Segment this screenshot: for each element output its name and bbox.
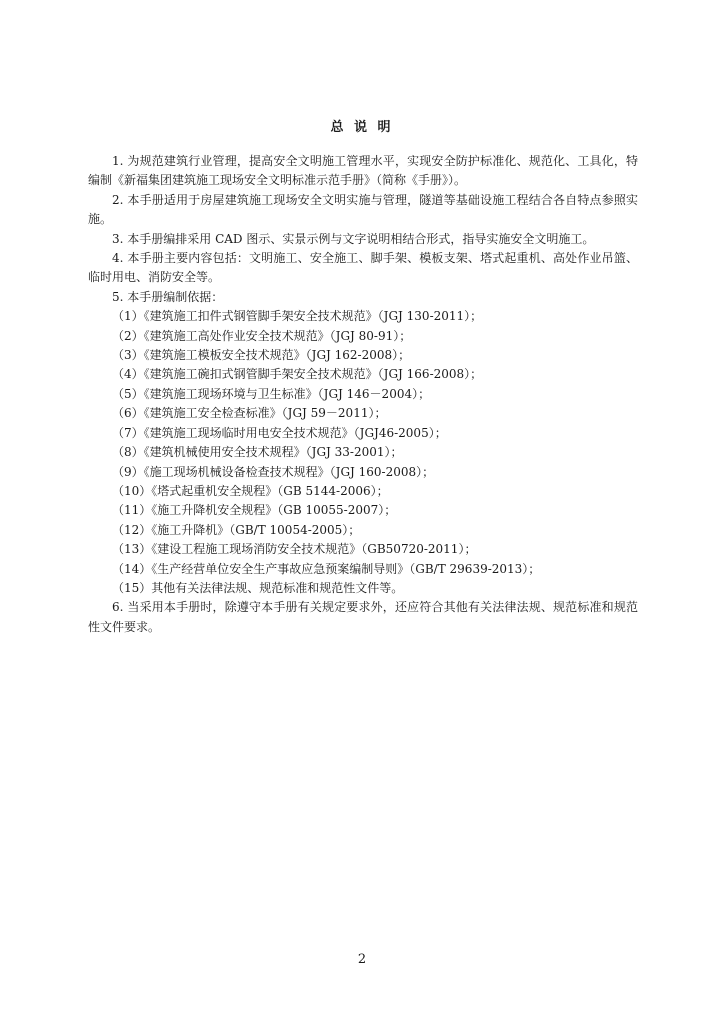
paragraph-6: 6. 当采用本手册时，除遵守本手册有关规定要求外，还应符合其他有关法律法规、规范标准和规范性文件要求。 xyxy=(88,600,638,634)
reference-item: （4）《建筑施工碗扣式钢管脚手架安全技术规范》（JGJ 166-2008）； xyxy=(112,367,483,382)
paragraph-4: 4. 本手册主要内容包括：文明施工、安全施工、脚手架、模板支架、塔式起重机、高处作业吊篮、临时用电、消防安全等。 xyxy=(88,251,638,285)
reference-item: （7）《建筑施工现场临时用电安全技术规范》（JGJ46-2005）； xyxy=(112,425,447,440)
paragraph-1: 1. 为规范建筑行业管理，提高安全文明施工管理水平，实现安全防护标准化、规范化、工具化，特编制《新福集团建筑施工现场安全文明标准示范手册》（简称《手册》）。 xyxy=(88,154,638,188)
reference-item: （1）《建筑施工扣件式钢管脚手架安全技术规范》（JGJ 130-2011）； xyxy=(112,309,483,324)
page-number: 2 xyxy=(357,952,367,967)
paragraph-5: 5. 本手册编制依据： xyxy=(112,289,224,304)
reference-item: （6）《建筑施工安全检查标准》（JGJ 59－2011）； xyxy=(112,406,387,421)
reference-item: （11）《施工升降机安全规程》（GB 10055-2007）； xyxy=(112,503,397,518)
reference-list xyxy=(88,307,638,598)
reference-item: （15）其他有关法律法规、规范标准和规范性文件等。 xyxy=(112,580,404,595)
page-title: 总 说 明 xyxy=(330,120,394,135)
reference-item: （10）《塔式起重机安全规程》（GB 5144-2006）； xyxy=(112,483,389,498)
reference-item: （3）《建筑施工模板安全技术规范》（JGJ 162-2008）； xyxy=(112,348,411,363)
reference-item: （13）《建设工程施工现场消防安全技术规范》（GB50720-2011）； xyxy=(112,542,477,557)
reference-item: （2）《建筑施工高处作业安全技术规范》（JGJ 80-91）； xyxy=(112,328,412,343)
document-body xyxy=(88,152,638,637)
paragraph-3: 3. 本手册编排采用 CAD 图示、实景示例与文字说明相结合形式，指导实施安全文明施工。 xyxy=(112,231,595,246)
reference-item: （14）《生产经营单位安全生产事故应急预案编制导则》（GB/T 29639-2013）； xyxy=(112,561,541,576)
reference-item: （5）《建筑施工现场环境与卫生标准》（JGJ 146－2004）； xyxy=(112,386,431,401)
reference-item: （12）《施工升降机》（GB/T 10054-2005）； xyxy=(112,522,361,537)
paragraph-2: 2. 本手册适用于房屋建筑施工现场安全文明实施与管理，隧道等基础设施工程结合各自特点参照实施。 xyxy=(88,192,638,227)
reference-item: （8）《建筑机械使用安全技术规程》（JGJ 33-2001）； xyxy=(112,445,403,460)
reference-item: （9）《施工现场机械设备检查技术规程》（JGJ 160-2008）； xyxy=(112,464,435,479)
